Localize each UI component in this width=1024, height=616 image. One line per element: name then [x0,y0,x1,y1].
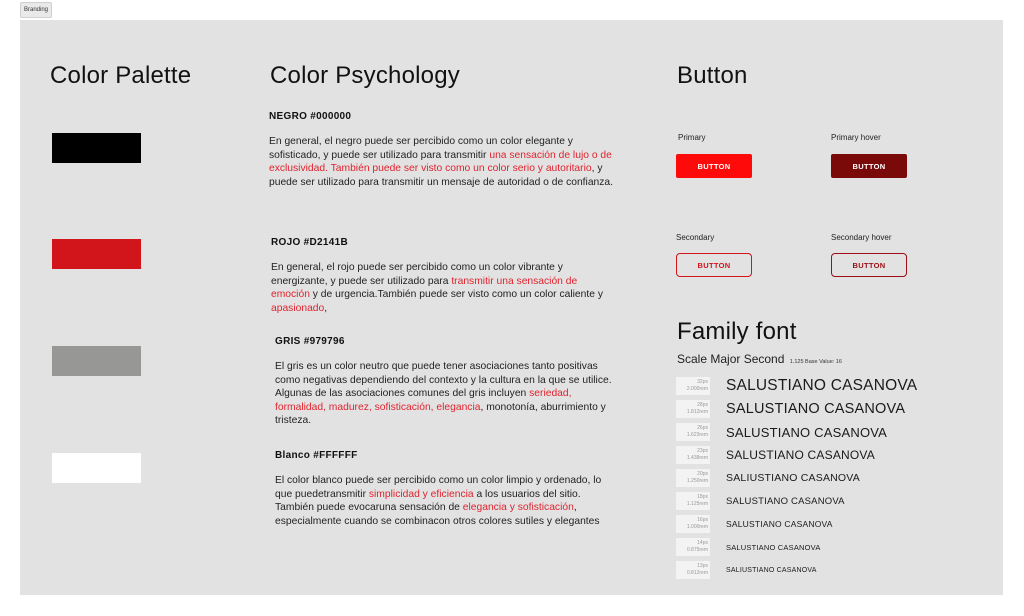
body-text: y de urgencia.También puede ser visto como un color caliente y [309,289,603,300]
negro-block [269,111,614,189]
type-size-px: 26px [697,425,708,431]
type-scale-name: Scale Major Second [677,352,785,366]
type-scale-row [676,423,887,441]
secondary-hover-button[interactable]: BUTTON [831,253,907,277]
type-size-px: 16px [697,517,708,523]
highlighted-text: transmitir una sensación de emoción [271,275,578,300]
type-scale-meta: 1.125 Base Value: 16 [789,359,842,365]
body-text: , y puede ser utilizado para transmitir un mensaje de autoridad o de confianza. [269,163,614,188]
body-text: El color blanco puede ser percibido como un color limpio y ordenado, lo que puedetransmitir [275,475,602,500]
type-sample-text: SALUSTIANO CASANOVA [726,542,821,552]
highlighted-text: una sensación de lujo o de exclusividad. También puede ser visto como un color serio y autoritario [269,149,612,174]
gray-swatch [52,346,141,376]
negro-description [269,135,614,189]
black-swatch [52,133,141,163]
type-scale-row [676,400,905,418]
type-size-rem: 2.000rem [686,386,708,392]
primary-label: Primary [678,133,706,142]
type-sample-text: SALUSTIANO CASANOVA [726,519,833,529]
type-scale-row [676,492,845,510]
type-size-label [676,561,710,579]
type-size-px: 20px [697,471,708,477]
body-text: , especialmente cuando se combinacon otros colores sutiles y elegantes [275,502,600,527]
primary-hover-button[interactable]: BUTTON [831,154,907,178]
type-scale-row [676,446,875,464]
type-size-label [676,515,710,533]
blanco-description [275,474,620,528]
highlighted-text: elegancia y sofisticación [462,502,574,513]
color-palette-title: Color Palette [50,62,192,89]
type-size-rem: 0.875rem [686,547,708,553]
type-scale-title [677,352,842,366]
type-size-px: 23px [697,448,708,454]
type-scale-row [676,538,821,556]
blanco-block [275,450,620,528]
branding-frame [20,20,1003,595]
type-sample-text: SALUSTIANO CASANOVA [726,448,875,462]
type-scale-row [676,377,917,395]
type-sample-text: SALIUSTIANO CASANOVA [726,472,860,484]
type-size-rem: 1.000rem [686,524,708,530]
type-size-px: 28px [697,402,708,408]
primary-hover-label: Primary hover [831,133,881,142]
rojo-block [271,237,616,315]
type-size-label [676,400,710,418]
type-size-label [676,423,710,441]
button-section-title: Button [677,62,748,89]
primary-button[interactable]: BUTTON [676,154,752,178]
secondary-button[interactable]: BUTTON [676,253,752,277]
body-text: , monotonía, aburrimiento y tristeza. [275,401,606,426]
type-size-px: 14px [697,540,708,546]
type-sample-text: SALUSTIANO CASANOVA [726,401,906,417]
rojo-title: ROJO #D2141B [271,237,348,248]
type-size-rem: 0.812rem [686,570,708,576]
type-size-px: 13px [697,563,708,569]
type-sample-text: SALIUSTIANO CASANOVA [726,566,817,574]
type-sample-text: SALUSTIANO CASANOVA [726,424,888,440]
body-text: a los usuarios del sitio. También puede evocaruna sensación de [275,488,581,513]
gris-description [275,360,620,428]
family-font-title: Family font [677,318,797,345]
type-size-px: 32px [697,379,708,385]
type-size-label [676,469,710,487]
type-size-rem: 1.250rem [686,478,708,484]
frame-label[interactable]: Branding [20,2,52,18]
red-swatch [52,239,141,269]
highlighted-text: simplicidad y eficiencia [368,488,474,500]
body-text: , [324,302,328,314]
type-size-rem: 1.125rem [686,501,708,507]
type-size-label [676,377,710,395]
type-size-rem: 1.812rem [686,409,708,415]
rojo-description [271,261,616,315]
gris-block [275,336,620,428]
secondary-label: Secondary [676,233,715,242]
highlighted-text: seriedad, formalidad, madurez, sofisticación, elegancia [275,388,572,413]
blanco-title: Blanco #FFFFFF [275,450,358,461]
body-text: En general, el negro puede ser percibido como un color elegante y sofisticado, y puede ser utilizado para transmitir [269,136,573,161]
negro-title: NEGRO #000000 [269,111,352,122]
secondary-hover-label: Secondary hover [831,233,892,242]
type-size-label [676,538,710,556]
type-sample-text: SALUSTIANO CASANOVA [726,377,918,394]
body-text: En general, el rojo puede ser percibido como un color vibrante y energizante, y puede ser utilizado para [271,262,563,287]
color-psychology-title: Color Psychology [270,62,460,89]
type-size-px: 18px [697,494,708,500]
type-size-label [676,492,710,510]
type-size-rem: 1.623rem [686,432,708,438]
highlighted-text: apasionado [271,302,325,314]
type-scale-row [676,561,817,579]
type-scale-row [676,515,833,533]
type-sample-text: SALUSTIANO CASANOVA [726,495,845,507]
type-scale-row [676,469,860,487]
white-swatch [52,453,141,483]
body-text: El gris es un color neutro que puede tener asociaciones tanto positivas como negativas dependiendo del contexto y la cultura en la que se utilice. Algunas de las asociaciones comunes del gris incluyen [275,361,612,399]
type-size-label [676,446,710,464]
type-size-rem: 1.438rem [686,455,708,461]
gris-title: GRIS #979796 [275,336,345,347]
